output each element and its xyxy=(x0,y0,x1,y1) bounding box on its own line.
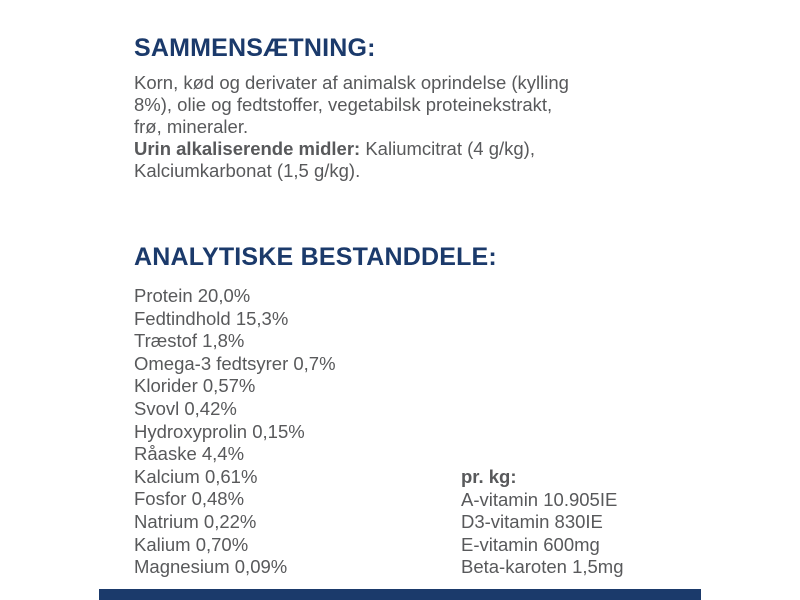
analytical-list xyxy=(134,285,336,579)
additive-text: Kaliumcitrat (4 g/kg), xyxy=(360,138,535,159)
per-kg-label: pr. kg: xyxy=(461,466,517,487)
list-item: Protein 20,0% xyxy=(134,285,251,306)
composition-heading: SAMMENSÆTNING: xyxy=(134,34,376,62)
list-item: Kalcium 0,61% xyxy=(134,465,258,487)
additive-label: Urin alkaliserende midler: xyxy=(134,138,361,159)
list-item: Beta-karoten 1,5mg xyxy=(461,556,624,578)
list-item: A-vitamin 10.905IE xyxy=(461,488,618,510)
additive-line xyxy=(134,138,694,160)
list-item: Svovl 0,42% xyxy=(134,397,237,419)
list-item: Fosfor 0,48% xyxy=(134,488,245,510)
composition-text xyxy=(134,72,694,182)
bottom-divider-bar xyxy=(99,589,701,600)
composition-line: 8%), olie og fedtstoffer, vegetabilsk proteinekstrakt, xyxy=(134,94,553,115)
list-item: Råaske 4,4% xyxy=(134,443,245,465)
list-item: Hydroxyprolin 0,15% xyxy=(134,420,305,442)
list-item: Natrium 0,22% xyxy=(134,510,257,532)
list-item: Klorider 0,57% xyxy=(134,375,256,397)
analytical-heading: ANALYTISKE BESTANDDELE: xyxy=(134,243,497,271)
additive-line: Kalciumkarbonat (1,5 g/kg). xyxy=(134,160,361,181)
per-kg-list xyxy=(461,466,623,579)
composition-line: Korn, kød og derivater af animalsk oprindelse (kylling xyxy=(134,72,569,93)
composition-line: frø, mineraler. xyxy=(134,116,249,137)
list-item: D3-vitamin 830IE xyxy=(461,511,603,533)
list-item: Omega-3 fedtsyrer 0,7% xyxy=(134,352,336,374)
list-item: Fedtindhold 15,3% xyxy=(134,307,289,329)
list-item: Træstof 1,8% xyxy=(134,330,245,352)
list-item: Kalium 0,70% xyxy=(134,533,249,555)
list-item: E-vitamin 600mg xyxy=(461,533,600,555)
list-item: Magnesium 0,09% xyxy=(134,556,288,578)
